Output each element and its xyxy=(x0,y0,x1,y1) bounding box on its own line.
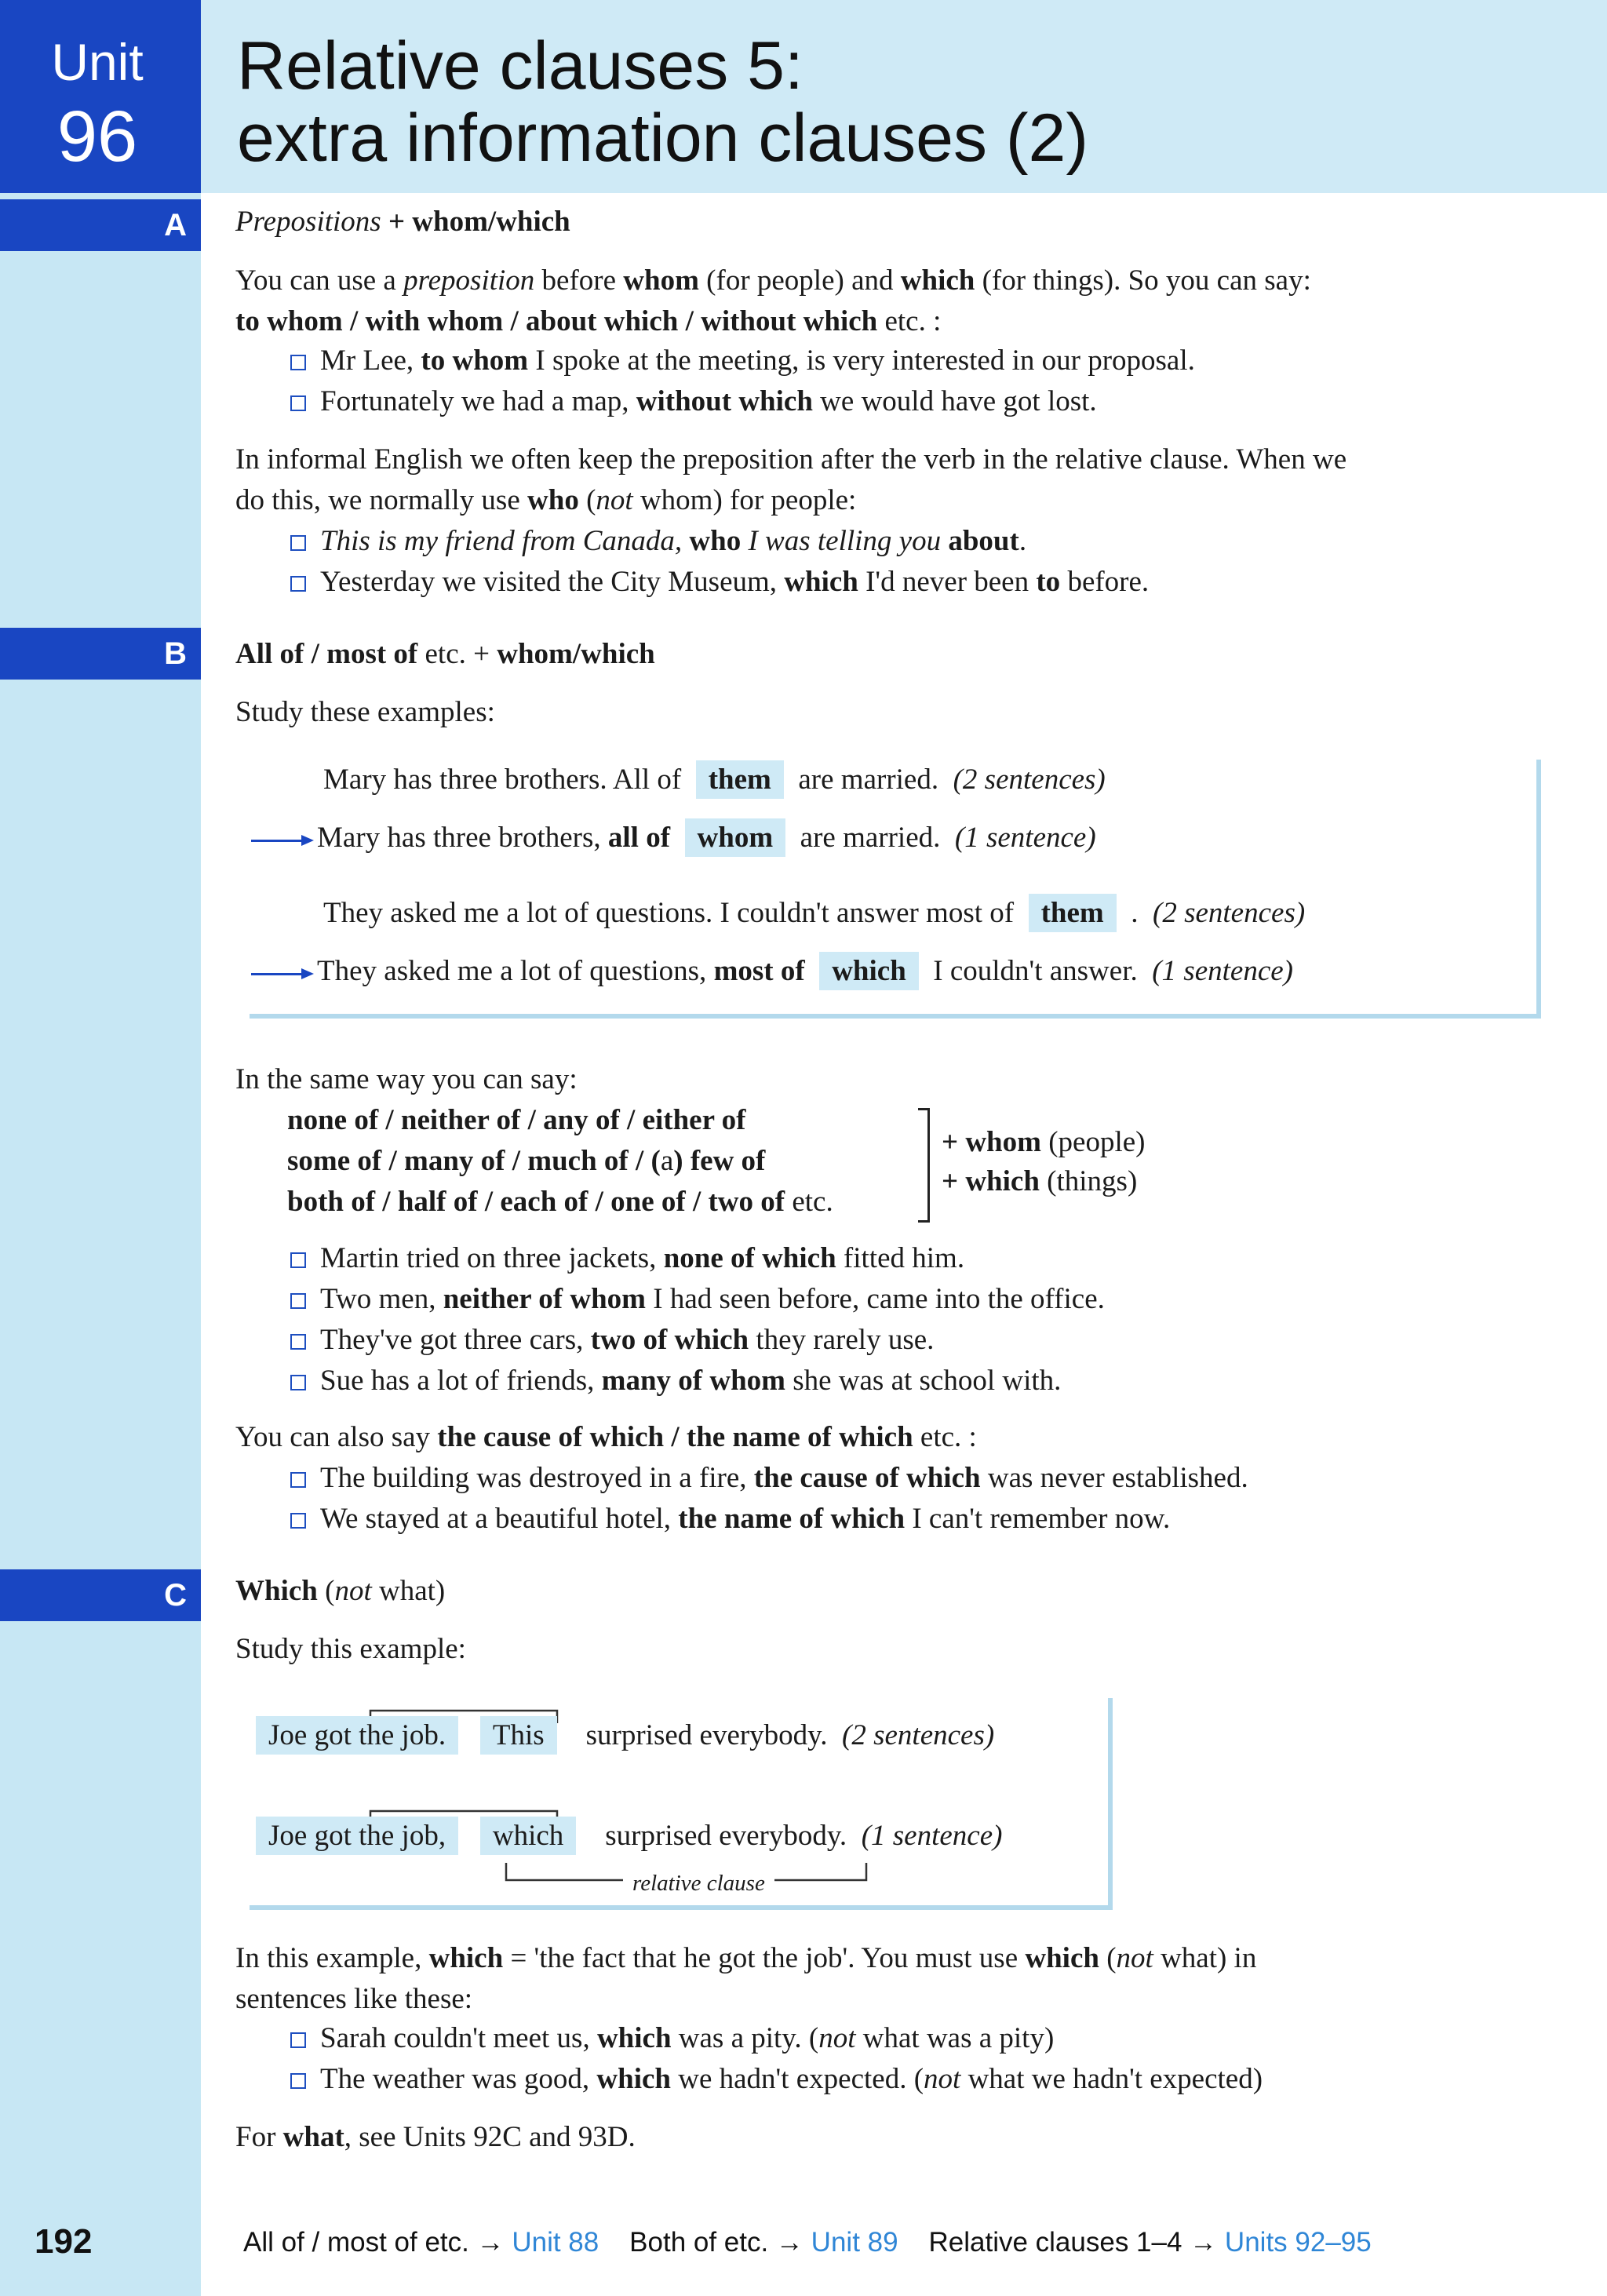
footer-references xyxy=(243,2227,1372,2258)
footer-ref-3-text: Relative clauses 1–4 → xyxy=(928,2227,1218,2258)
quantifier-list-1: none of / neither of / any of / either of xyxy=(287,1104,746,1136)
page-title xyxy=(237,30,1088,174)
unit-word: Unit xyxy=(51,33,144,91)
section-a-heading: Prepositions + whom/which xyxy=(235,206,570,238)
title-line-2: extra information clauses (2) xyxy=(237,100,1088,176)
unit-number: 96 xyxy=(56,97,138,177)
checkbox-bullet-icon xyxy=(290,1472,306,1488)
relative-clause-label: relative clause xyxy=(623,1868,774,1899)
section-a-paragraph-2: In informal English we often keep the preposition after the verb in the relative clause. When we xyxy=(235,443,1347,476)
brace-option-whom: + whom (people) xyxy=(942,1126,1146,1158)
section-c-paragraph-line-2: sentences like these: xyxy=(235,1983,473,2015)
arrow-right-icon xyxy=(251,833,314,848)
brace-bracket xyxy=(918,1108,930,1223)
section-a-paragraph-2-line-2: do this, we normally use who (not whom) for people: xyxy=(235,484,857,516)
checkbox-bullet-icon xyxy=(290,1252,306,1268)
checkbox-bullet-icon xyxy=(290,1513,306,1529)
section-b-example-1: Martin tried on three jackets, none of which fitted him. xyxy=(290,1238,964,1279)
section-a-example-2: Fortunately we had a map, without which we would have got lost. xyxy=(290,381,1097,422)
section-b-example-3: They've got three cars, two of which they rarely use. xyxy=(290,1320,934,1361)
section-b-example-6: We stayed at a beautiful hotel, the name of which I can't remember now. xyxy=(290,1499,1170,1540)
footer-ref-2-link[interactable]: Unit 89 xyxy=(811,2227,898,2258)
section-b-also-say: You can also say the cause of which / the name of which etc. : xyxy=(235,1421,977,1453)
section-a-paragraph-1: You can use a preposition before whom (for people) and which (for things). So you can say: xyxy=(235,264,1311,297)
checkbox-bullet-icon xyxy=(290,1334,306,1350)
box-b-line-3: They asked me a lot of questions. I couldn't answer most of them . (2 sentences) xyxy=(323,893,1305,934)
section-a-example-3: This is my friend from Canada, who I was telling you about. xyxy=(290,521,1026,562)
checkbox-bullet-icon xyxy=(290,395,306,411)
section-b-example-4: Sue has a lot of friends, many of whom she was at school with. xyxy=(290,1361,1061,1401)
section-b-study: Study these examples: xyxy=(235,696,495,728)
section-c-study: Study this example: xyxy=(235,1633,466,1665)
section-c-heading: Which (not what) xyxy=(235,1575,446,1607)
footer-ref-3-link[interactable]: Units 92–95 xyxy=(1224,2227,1372,2258)
title-line-1: Relative clauses 5: xyxy=(237,28,804,104)
checkbox-bullet-icon xyxy=(290,1293,306,1309)
section-b-heading: All of / most of etc. + whom/which xyxy=(235,638,655,670)
section-a-marker: A xyxy=(0,199,201,251)
checkbox-bullet-icon xyxy=(290,2073,306,2089)
brace-option-which: + which (things) xyxy=(942,1165,1138,1197)
checkbox-bullet-icon xyxy=(290,535,306,551)
checkbox-bullet-icon xyxy=(290,1375,306,1390)
section-c-example-1: Sarah couldn't meet us, which was a pity. (not what was a pity) xyxy=(290,2018,1054,2059)
footer-ref-1-link[interactable]: Unit 88 xyxy=(512,2227,599,2258)
section-b-marker: B xyxy=(0,628,201,680)
checkbox-bullet-icon xyxy=(290,576,306,592)
checkbox-bullet-icon xyxy=(290,2032,306,2048)
box-b-line-2: Mary has three brothers, all of whom are married. (1 sentence) xyxy=(251,818,1096,858)
checkbox-bullet-icon xyxy=(290,355,306,370)
section-b-example-2: Two men, neither of whom I had seen before, came into the office. xyxy=(290,1279,1105,1320)
box-b-line-4: They asked me a lot of questions, most of which I couldn't answer. (1 sentence) xyxy=(251,951,1293,992)
section-c-marker: C xyxy=(0,1569,201,1621)
unit-badge xyxy=(0,0,201,193)
arrow-right-icon xyxy=(251,966,314,982)
quantifier-list-2: some of / many of / much of / (a) few of xyxy=(287,1145,766,1177)
box-c-line-1: Joe got the job. This surprised everybody. (2 sentences) xyxy=(256,1715,994,1756)
section-c-see-also: For what, see Units 92C and 93D. xyxy=(235,2121,636,2153)
section-c-paragraph: In this example, which = 'the fact that he got the job'. You must use which (not what) in xyxy=(235,1942,1257,1974)
section-a-example-4: Yesterday we visited the City Museum, which I'd never been to before. xyxy=(290,562,1149,603)
section-c-example-2: The weather was good, which we hadn't expected. (not what we hadn't expected) xyxy=(290,2059,1263,2100)
box-b-line-1: Mary has three brothers. All of them are married. (2 sentences) xyxy=(323,760,1106,800)
section-a-example-1: Mr Lee, to whom I spoke at the meeting, is very interested in our proposal. xyxy=(290,341,1195,381)
box-c-line-2: Joe got the job, which surprised everybody. (1 sentence) xyxy=(256,1816,1002,1857)
section-a-paragraph-1-line-2: to whom / with whom / about which / without which etc. : xyxy=(235,305,942,337)
section-b-example-5: The building was destroyed in a fire, the cause of which was never established. xyxy=(290,1458,1248,1499)
quantifier-list-3: both of / half of / each of / one of / two of etc. xyxy=(287,1186,833,1218)
footer-ref-2-text: Both of etc. → xyxy=(629,2227,804,2258)
section-b-same-way: In the same way you can say: xyxy=(235,1063,578,1095)
page-number: 192 xyxy=(35,2222,93,2261)
sidebar xyxy=(0,0,201,2296)
footer-ref-1-text: All of / most of etc. → xyxy=(243,2227,505,2258)
